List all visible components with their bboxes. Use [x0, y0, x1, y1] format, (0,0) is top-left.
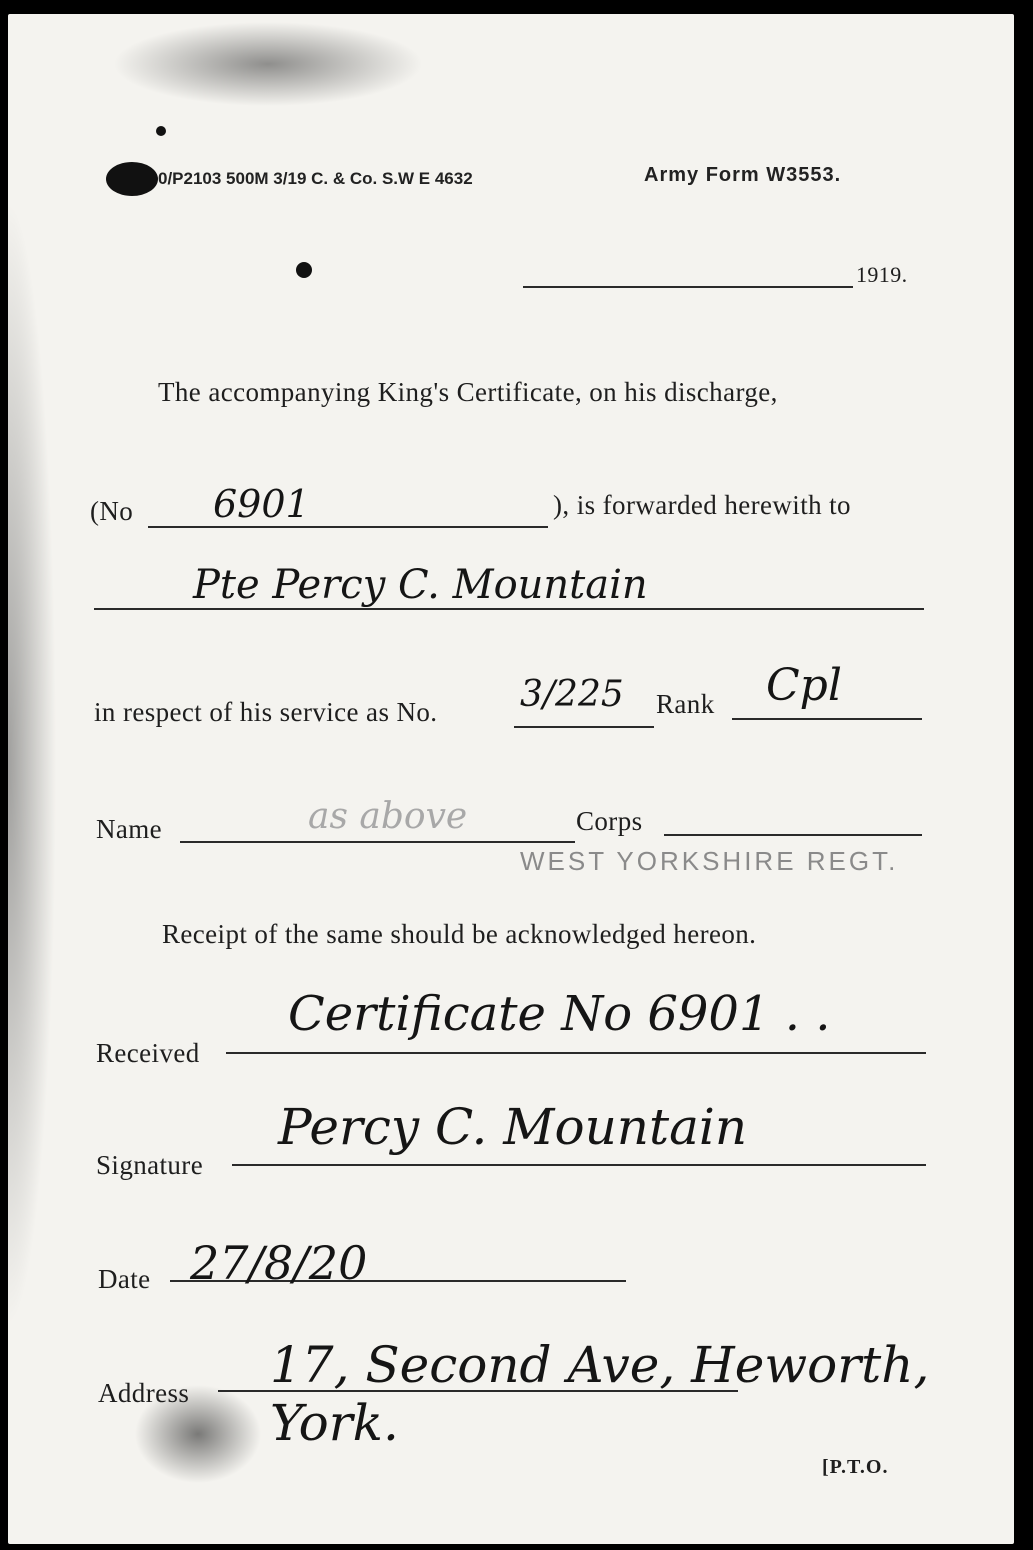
signature-label: Signature [96, 1150, 204, 1180]
rank-rule [732, 718, 922, 720]
name-label: Name [96, 814, 163, 844]
form-sheet [8, 14, 1014, 1544]
form-code: 0/P2103 500M 3/19 C. & Co. S.W E 4632 [158, 169, 473, 188]
ink-dot [296, 262, 312, 278]
date-value: 27/8/20 [190, 1236, 368, 1290]
date-rule [523, 286, 853, 288]
receipt-text: Receipt of the same should be acknowledged hereon. [162, 919, 757, 949]
form-title: Army Form W3553. [644, 164, 842, 186]
name-rule [180, 841, 575, 843]
no-suffix: ), is forwarded herewith to [553, 490, 851, 520]
no-prefix: (No [90, 496, 134, 526]
service-number: 3/225 [520, 674, 624, 715]
certificate-number: 6901 [213, 482, 310, 526]
received-rule [226, 1052, 926, 1054]
rank-label: Rank [656, 689, 715, 719]
received-value: Certificate No 6901 . . [288, 986, 831, 1042]
address-value: 17, Second Ave, Heworth, York. [270, 1336, 930, 1452]
signature-rule [232, 1164, 926, 1166]
pto-note: [P.T.O. [822, 1456, 889, 1478]
corps-rule [664, 834, 922, 836]
intro-text: The accompanying King's Certificate, on his discharge, [158, 377, 778, 407]
received-label: Received [96, 1038, 200, 1068]
no-rule [148, 526, 548, 528]
service-rule [514, 726, 654, 728]
date-label: Date [98, 1264, 151, 1294]
address-label: Address [98, 1378, 190, 1408]
corps-label: Corps [576, 806, 643, 836]
recipient-name: Pte Percy C. Mountain [193, 562, 648, 608]
service-prefix: in respect of his service as No. [94, 697, 438, 727]
rank-value: Cpl [766, 660, 842, 711]
recipient-rule [94, 608, 924, 610]
signature-value: Percy C. Mountain [278, 1098, 748, 1156]
corps-stamp: WEST YORKSHIRE REGT. [520, 846, 899, 876]
year: 1919. [856, 262, 908, 287]
ink-dot [156, 126, 166, 136]
ink-blot [106, 162, 158, 196]
name-value: as above [308, 796, 468, 837]
